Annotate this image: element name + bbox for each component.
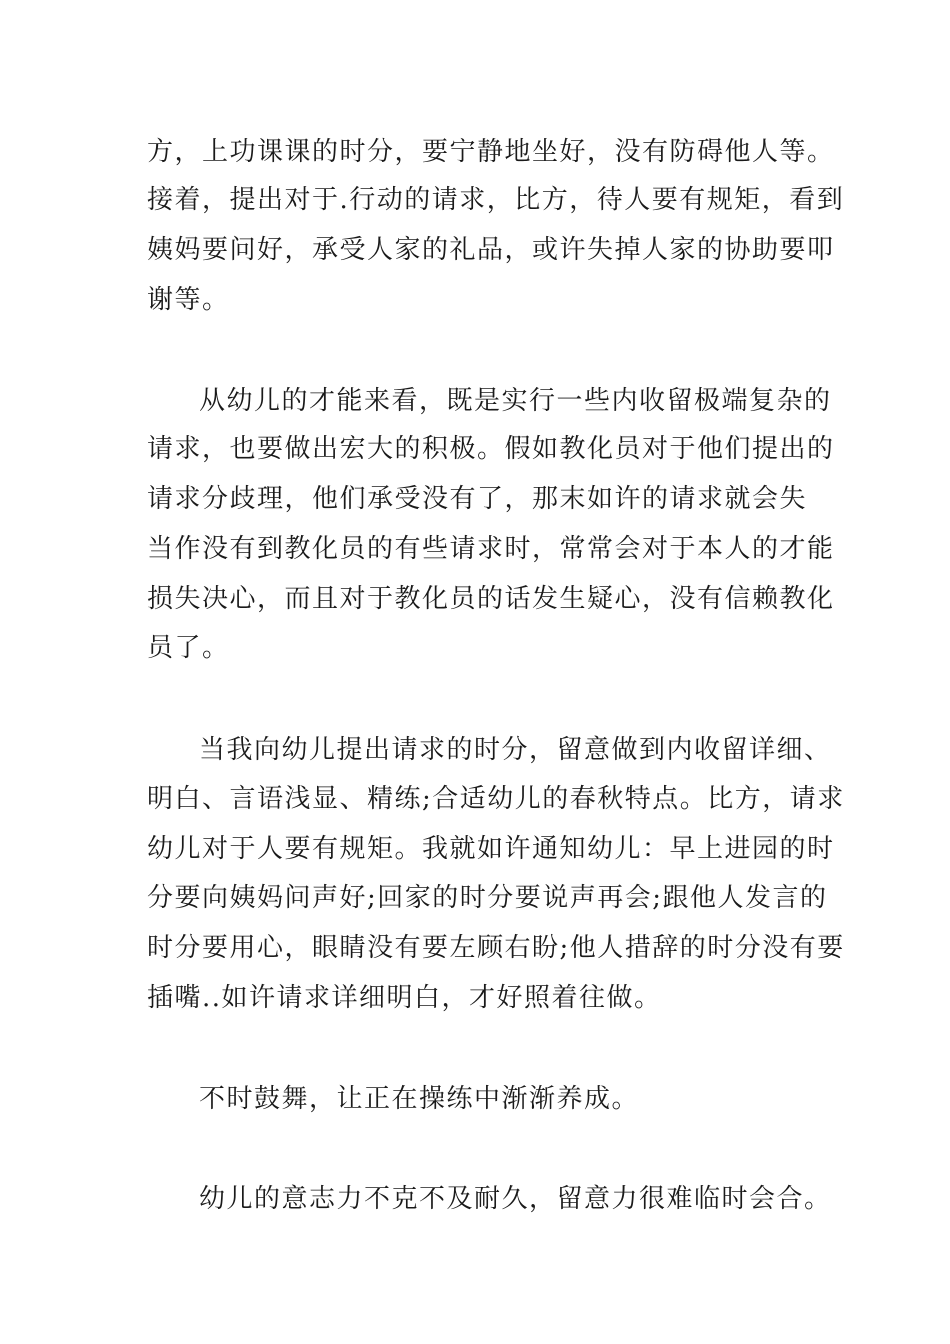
text-line: 分要向姨妈问声好;回家的时分要说声再会;跟他人发言的: [147, 883, 828, 913]
text-line: 请求分歧理，他们承受没有了，那末如许的请求就会失: [147, 484, 808, 514]
text-line: 接着，提出对于.行动的请求，比方，待人要有规矩，看到: [147, 185, 845, 215]
text-line: 员了。: [147, 633, 230, 663]
text-line: 幼儿的意志力不克不及耐久，留意力很难临时会合。: [199, 1184, 832, 1214]
text-line: 从幼儿的才能来看，既是实行一些内收留极端复杂的: [199, 386, 832, 416]
text-line: 明白、言语浅显、精练;合适幼儿的春秋特点。比方，请求: [147, 784, 845, 814]
text-line: 姨妈要问好，承受人家的礼品，或许失掉人家的协助要叩: [147, 235, 835, 265]
text-line: 时分要用心，眼睛没有要左顾右盼;他人措辞的时分没有要: [147, 933, 845, 963]
text-line: 当我向幼儿提出请求的时分，留意做到内收留详细、: [199, 735, 832, 765]
text-line: 不时鼓舞，让正在操练中渐渐养成。: [199, 1084, 640, 1114]
text-line: 插嘴..如许请求详细明白，才好照着往做。: [147, 983, 662, 1013]
text-line: 当作没有到教化员的有些请求时，常常会对于本人的才能: [147, 534, 835, 564]
text-line: 幼儿对于人要有规矩。我就如许通知幼儿：早上进园的时: [147, 834, 835, 864]
text-line: 请求，也要做出宏大的积极。假如教化员对于他们提出的: [147, 434, 835, 464]
text-line: 谢等。: [147, 285, 230, 315]
text-line: 方，上功课课的时分，要宁静地坐好，没有防碍他人等。: [147, 137, 835, 167]
text-line: 损失决心，而且对于教化员的话发生疑心，没有信赖教化: [147, 584, 835, 614]
